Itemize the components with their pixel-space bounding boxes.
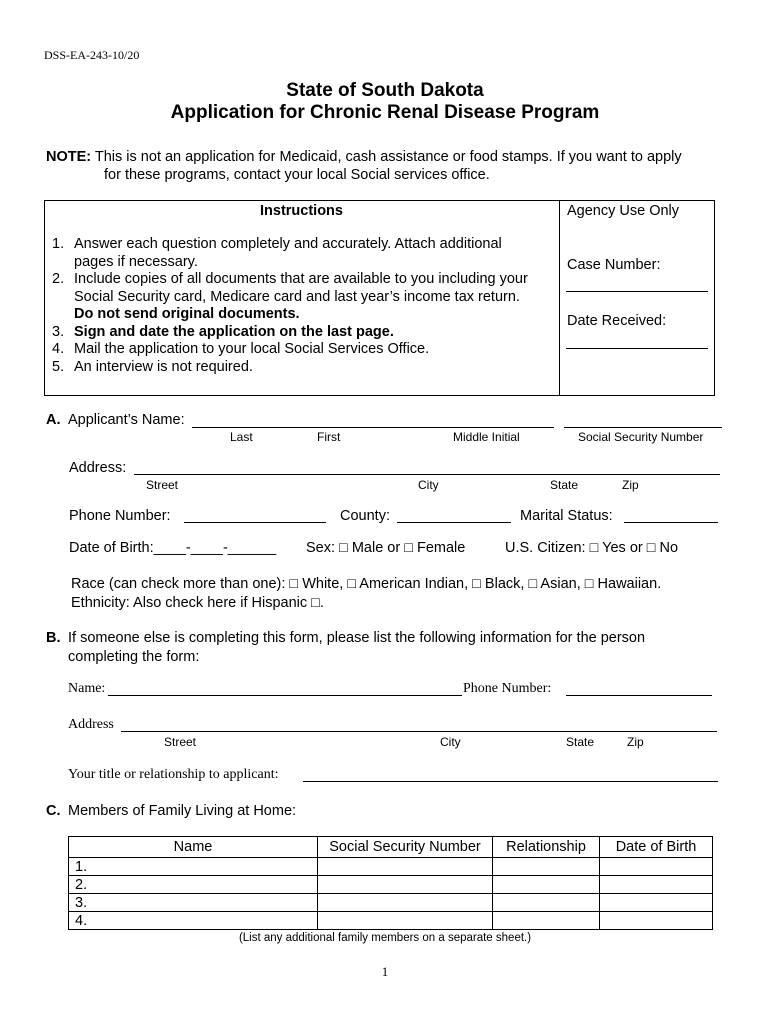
b-zip-label: Zip <box>627 735 644 749</box>
title-line-1: State of South Dakota <box>286 80 484 101</box>
cell-dob[interactable] <box>600 894 713 912</box>
instruction-item: 1. Answer each question completely and accurately. Attach additional <box>52 236 502 252</box>
note-text: This is not an application for Medicaid, cash assistance or food stamps. If you want to apply <box>94 149 682 165</box>
section-c-heading: Members of Family Living at Home: <box>68 803 297 819</box>
city-label: City <box>418 478 439 492</box>
ssn-label: Social Security Number <box>578 430 704 444</box>
b-address-label: Address <box>68 717 114 732</box>
title-line-2: Application for Chronic Renal Disease Program <box>170 102 600 123</box>
table-row <box>69 876 713 894</box>
instructions-list <box>52 236 528 376</box>
table-row <box>69 894 713 912</box>
b-name-label: Name: <box>68 681 106 696</box>
state-label: State <box>550 478 579 492</box>
marital-field[interactable] <box>624 522 718 523</box>
cell-ssn[interactable] <box>318 912 493 930</box>
marital-label: Marital Status: <box>520 508 613 524</box>
table-row <box>69 912 713 930</box>
section-b-letter: B. <box>46 630 61 646</box>
note <box>46 149 682 165</box>
instructions-heading: Instructions <box>260 203 343 219</box>
citizen-field[interactable]: U.S. Citizen: □ Yes or □ No <box>505 540 679 556</box>
row-number[interactable]: 1. <box>69 858 318 876</box>
col-relationship: Relationship <box>493 837 600 858</box>
instruction-item: 2. Include copies of all documents that are available to you including your <box>52 271 528 287</box>
instruction-item-cont: Social Security card, Medicare card and last year’s income tax return. <box>74 288 520 305</box>
date-received-label: Date Received: <box>567 313 667 329</box>
b-street-label: Street <box>164 735 197 749</box>
cell-relationship[interactable] <box>493 912 600 930</box>
col-dob: Date of Birth <box>600 837 713 858</box>
race-field[interactable]: Race (can check more than one): □ White, □ American Indian, □ Black, □ Asian, □ Hawaiian. <box>71 576 662 592</box>
b-phone-field[interactable] <box>566 695 712 696</box>
row-number[interactable]: 4. <box>69 912 318 930</box>
first-label: First <box>317 430 341 444</box>
cell-ssn[interactable] <box>318 894 493 912</box>
address-field[interactable] <box>134 474 720 475</box>
col-ssn: Social Security Number <box>318 837 493 858</box>
note-text-2: for these programs, contact your local Social services office. <box>104 167 490 183</box>
table-header-row <box>69 837 713 858</box>
b-state-label: State <box>566 735 595 749</box>
dob-field[interactable]: Date of Birth:____-____-______ <box>69 540 277 556</box>
case-number-label: Case Number: <box>567 257 661 273</box>
cell-ssn[interactable] <box>318 876 493 894</box>
cell-dob[interactable] <box>600 858 713 876</box>
address-label: Address: <box>69 460 127 476</box>
b-title-field[interactable] <box>303 781 718 782</box>
zip-label: Zip <box>622 478 639 492</box>
county-field[interactable] <box>397 522 511 523</box>
agency-heading: Agency Use Only <box>567 203 680 219</box>
sex-field[interactable]: Sex: □ Male or □ Female <box>306 540 466 556</box>
applicant-ssn-field[interactable] <box>564 427 722 428</box>
cell-ssn[interactable] <box>318 858 493 876</box>
row-number[interactable]: 2. <box>69 876 318 894</box>
section-c-letter: C. <box>46 803 61 819</box>
instruction-item: 5. An interview is not required. <box>52 358 253 375</box>
street-label: Street <box>146 478 179 492</box>
cell-relationship[interactable] <box>493 876 600 894</box>
page-number: 1 <box>381 964 389 979</box>
applicant-name-label: Applicant’s Name: <box>68 412 185 428</box>
case-number-line[interactable] <box>566 291 708 292</box>
phone-label: Phone Number: <box>69 508 171 524</box>
instruction-item-cont: pages if necessary. <box>74 253 198 270</box>
applicant-name-field[interactable] <box>192 427 554 428</box>
cell-dob[interactable] <box>600 912 713 930</box>
section-b-intro-1: If someone else is completing this form, please list the following information for the person <box>68 630 646 646</box>
note-label: NOTE: <box>46 149 92 165</box>
section-b-intro-2: completing the form: <box>68 649 200 665</box>
table-row <box>69 858 713 876</box>
instruction-item: 4. Mail the application to your local Social Services Office. <box>52 341 430 357</box>
table-footnote: (List any additional family members on a separate sheet.) <box>238 932 532 944</box>
b-phone-label: Phone Number: <box>463 681 552 696</box>
agency-box <box>559 200 715 396</box>
last-label: Last <box>230 430 253 444</box>
b-title-label: Your title or relationship to applicant: <box>68 767 279 782</box>
b-city-label: City <box>440 735 461 749</box>
instruction-item: 3. Sign and date the application on the last page. <box>52 323 394 340</box>
date-received-line[interactable] <box>566 348 708 349</box>
cell-relationship[interactable] <box>493 894 600 912</box>
form-code: DSS-EA-243-10/20 <box>44 48 140 62</box>
county-label: County: <box>340 508 390 524</box>
family-table <box>68 836 713 930</box>
ethnicity-field[interactable]: Ethnicity: Also check here if Hispanic □. <box>71 595 324 611</box>
cell-dob[interactable] <box>600 876 713 894</box>
b-name-field[interactable] <box>108 695 462 696</box>
middle-label: Middle Initial <box>453 430 520 444</box>
cell-relationship[interactable] <box>493 858 600 876</box>
col-name: Name <box>69 837 318 858</box>
section-a-letter: A. <box>46 412 61 428</box>
phone-field[interactable] <box>184 522 326 523</box>
b-address-field[interactable] <box>121 731 717 732</box>
instruction-item-bold: Do not send original documents. <box>74 306 300 322</box>
row-number[interactable]: 3. <box>69 894 318 912</box>
